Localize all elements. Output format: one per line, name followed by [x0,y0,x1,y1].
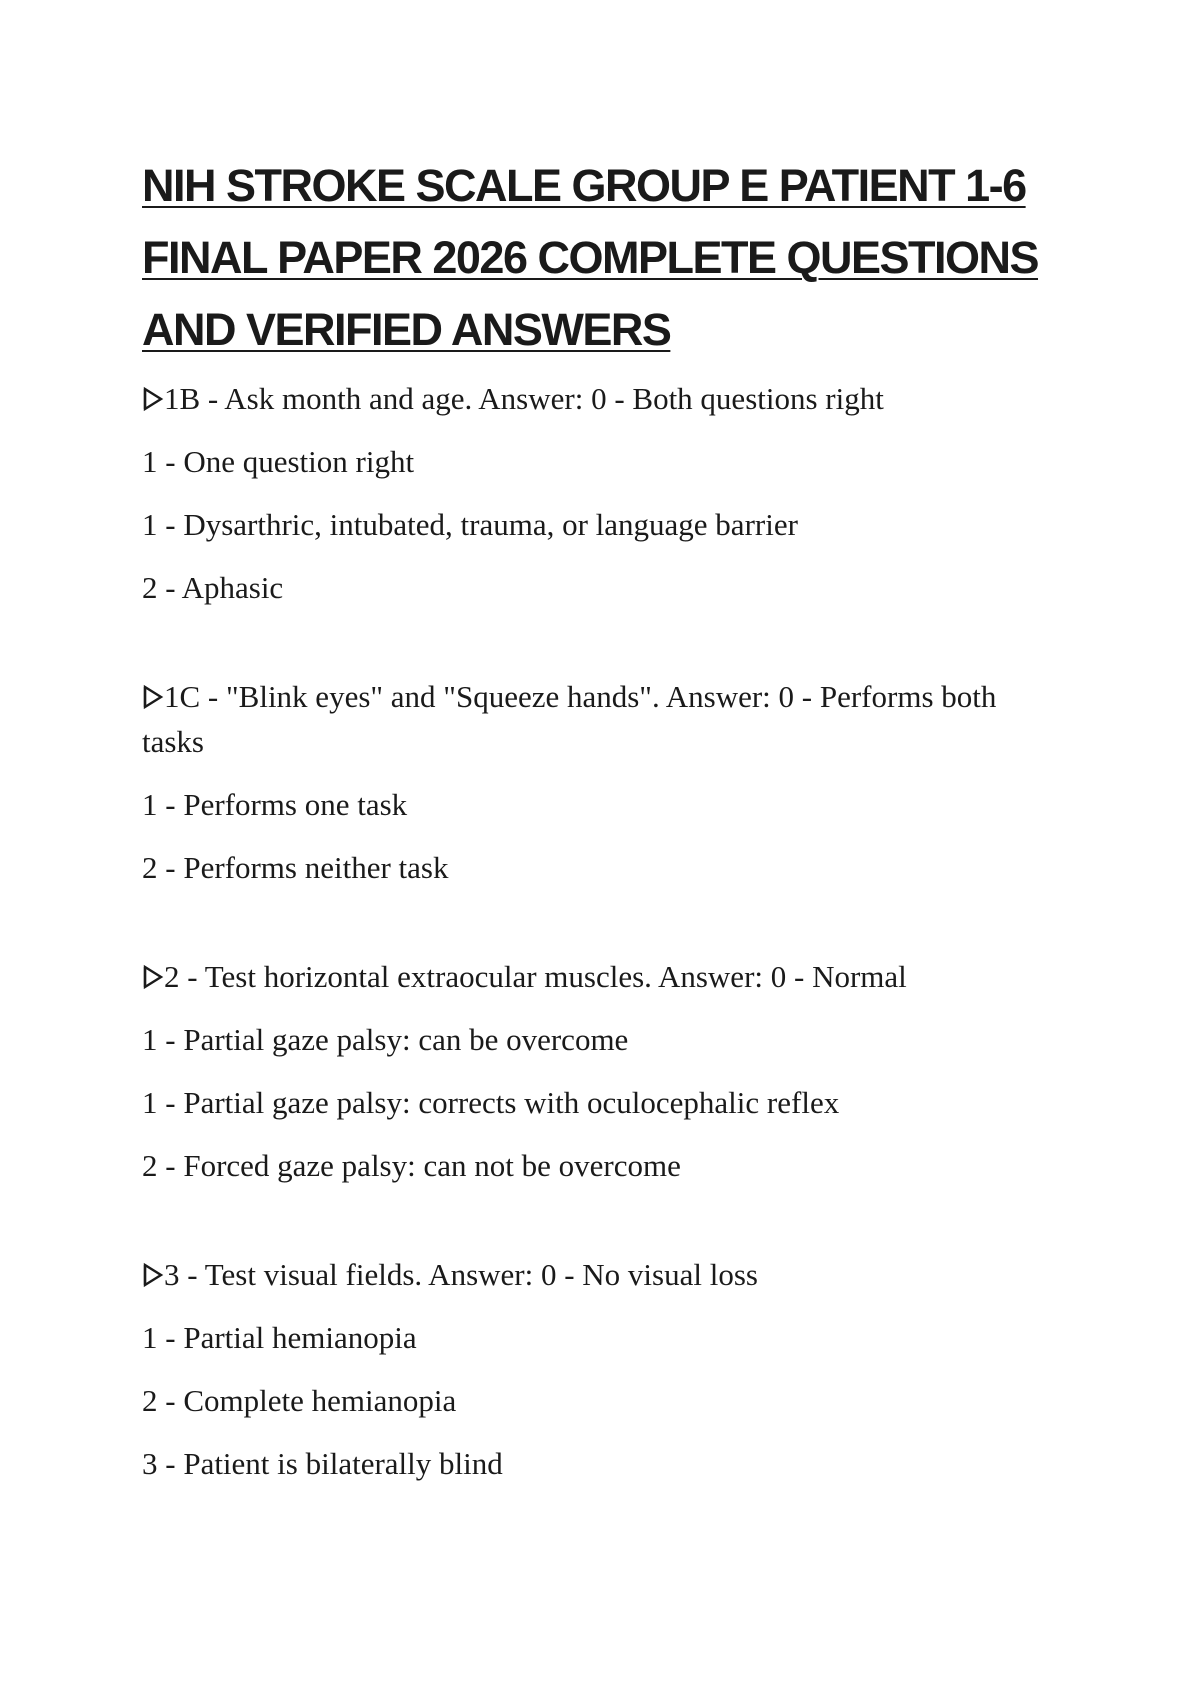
question-text [142,674,1062,764]
triangle-right-bar-icon [142,684,164,710]
answer-option: 2 - Aphasic [142,570,284,605]
answer-option: 1 - Partial gaze palsy: can be overcome [142,1022,629,1057]
question-section [142,954,1062,1188]
document-page [142,150,1062,1550]
title-line: AND VERIFIED ANSWERS [142,304,671,355]
question-label: 1C - "Blink eyes" and "Squeeze hands". Answer: 0 - Performs both tasks [142,679,997,759]
answer-option: 1 - Dysarthric, intubated, trauma, or language barrier [142,507,798,542]
answer-option: 1 - Partial gaze palsy: corrects with oculocephalic reflex [142,1085,840,1120]
answer-option: 2 - Forced gaze palsy: can not be overcome [142,1148,681,1183]
title-line: NIH STROKE SCALE GROUP E PATIENT 1-6 [142,160,1026,211]
question-text [142,1252,1062,1297]
answer-option: 3 - Patient is bilaterally blind [142,1446,503,1481]
question-list [142,376,1062,1486]
question-label: 1B - Ask month and age. Answer: 0 - Both questions right [164,381,884,416]
answer-option: 2 - Performs neither task [142,850,449,885]
triangle-right-bar-icon [142,964,164,990]
question-label: 2 - Test horizontal extraocular muscles. Answer: 0 - Normal [164,959,907,994]
answer-option: 1 - One question right [142,444,415,479]
question-label: 3 - Test visual fields. Answer: 0 - No visual loss [164,1257,758,1292]
answer-option: 1 - Performs one task [142,787,408,822]
triangle-right-bar-icon [142,1262,164,1288]
answer-option: 2 - Complete hemianopia [142,1383,457,1418]
document-title [142,150,1062,366]
question-text [142,376,1062,421]
title-line: FINAL PAPER 2026 COMPLETE QUESTIONS [142,232,1039,283]
question-text [142,954,1062,999]
question-section [142,674,1062,890]
question-section [142,1252,1062,1486]
triangle-right-bar-icon [142,386,164,412]
question-section [142,376,1062,610]
answer-option: 1 - Partial hemianopia [142,1320,417,1355]
